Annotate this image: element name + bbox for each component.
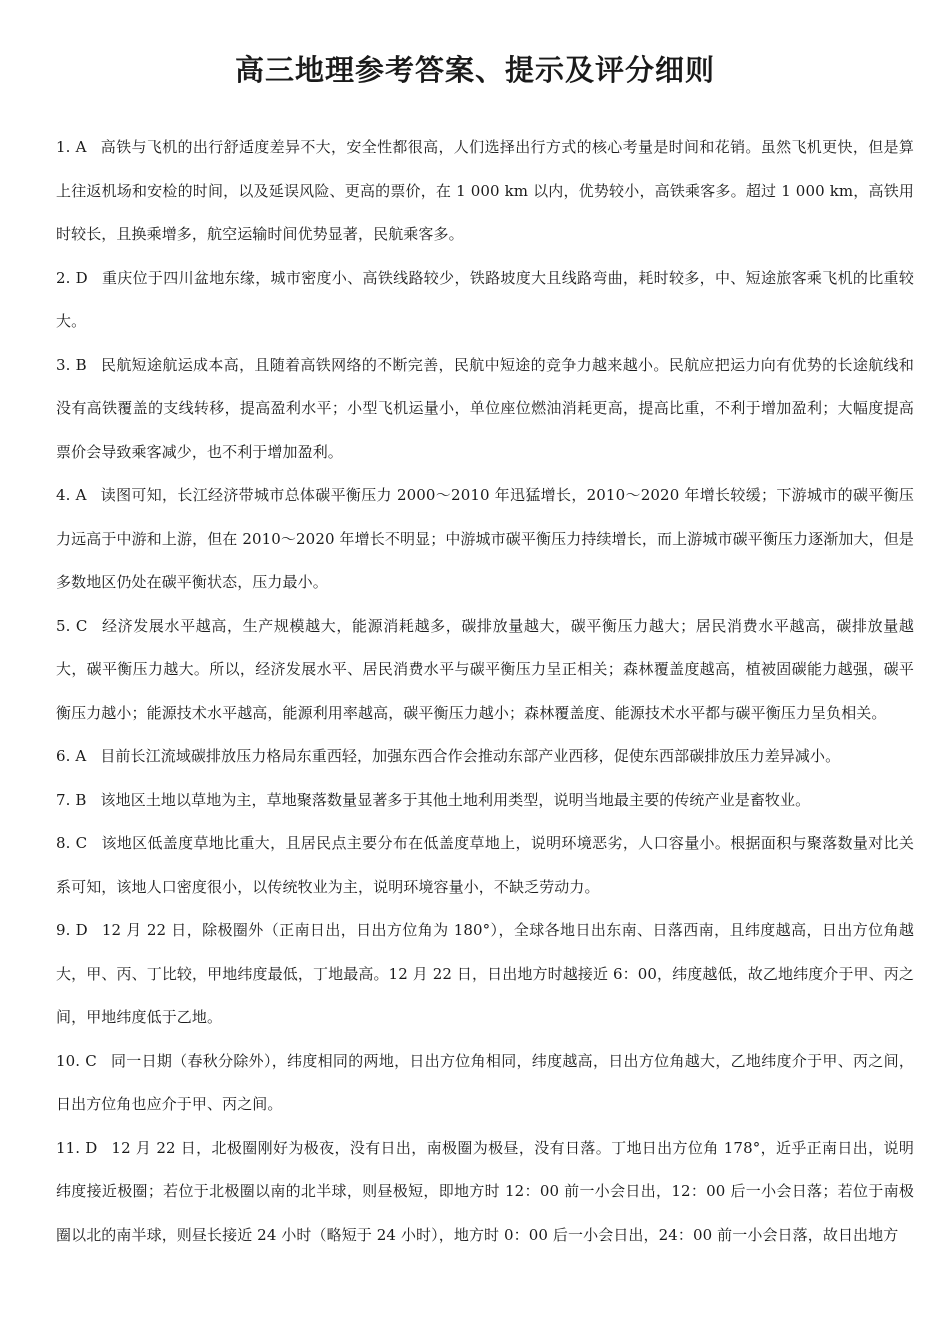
answer-item-9 xyxy=(36,909,914,1040)
page-title: 高三地理参考答案、提示及评分细则 xyxy=(234,53,715,87)
answer-explanation: 该地区低盖度草地比重大，且居民点主要分布在低盖度草地上，说明环境恶劣，人口容量小。根据面积与聚落数量对比关系可知，该地人口密度很小，以传统牧业为主，说明环境容量小，不缺乏劳动力。 xyxy=(56,834,914,896)
answer-explanation: 民航短途航运成本高，且随着高铁网络的不断完善，民航中短途的竞争力越来越小。民航应把运力向有优势的长途航线和没有高铁覆盖的支线转移，提高盈利水平；小型飞机运量小，单位座位燃油消耗更高，提高比重，不利于增加盈利；大幅度提高票价会导致乘客减少，也不利于增加盈利。 xyxy=(56,355,914,461)
answer-number: 3. B xyxy=(56,355,87,374)
answer-item-1 xyxy=(36,126,914,257)
answer-explanation: 读图可知，长江经济带城市总体碳平衡压力 2000～2010 年迅猛增长，2010～2020 年增长较缓；下游城市的碳平衡压力远高于中游和上游，但在 2010～2020 年增长不明显；中游城市碳平衡压力持续增长，而上游城市碳平衡压力逐渐加大，但是多数地区仍处在碳平衡状态，压力最小。 xyxy=(56,486,915,591)
answer-list xyxy=(36,126,914,1257)
answer-number: 6. A xyxy=(56,747,87,765)
answer-explanation: 该地区土地以草地为主，草地聚落数量显著多于其他土地利用类型，说明当地最主要的传统产业是畜牧业。 xyxy=(100,790,811,809)
answer-item-11 xyxy=(36,1127,914,1258)
answer-explanation: 目前长江流域碳排放压力格局东重西轻，加强东西合作会推动东部产业西移，促使东西部碳排放压力差异减小。 xyxy=(100,747,841,765)
answer-explanation: 高铁与飞机的出行舒适度差异不大，安全性都很高，人们选择出行方式的核心考量是时间和花销。虽然飞机更快，但是算上往返机场和安检的时间，以及延误风险、更高的票价，在 1 000 km 以内，优势较小，高铁乘客多。超过 1 000 km，高铁用时较长，且换乘增多，航空运输时间优势显著，民航乘客多。 xyxy=(56,138,914,243)
answer-number: 4. A xyxy=(56,486,87,504)
answer-number: 8. C xyxy=(56,834,88,852)
answer-explanation: 12 月 22 日，北极圈刚好为极夜，没有日出，南极圈为极昼，没有日落。丁地日出方位角 178°，近乎正南日出，说明纬度接近极圈；若位于北极圈以南的北半球，则昼极短，即地方时 12：00 前一小会日出，12：00 后一小会日落；若位于南极圈以北的南半球，则昼长接近 24 小时（略短于 24 小时），地方时 0：00 后一小会日出，24：00 前一小会日落，故日出地方 xyxy=(56,1138,914,1244)
answer-item-8 xyxy=(36,822,914,909)
answer-item-3 xyxy=(36,344,914,475)
answer-number: 9. D xyxy=(56,921,88,939)
answer-number: 10. C xyxy=(56,1051,97,1070)
answer-item-7 xyxy=(36,779,914,823)
answer-explanation: 经济发展水平越高，生产规模越大，能源消耗越多，碳排放量越大，碳平衡压力越大；居民消费水平越高，碳排放量越大，碳平衡压力越大。所以，经济发展水平、居民消费水平与碳平衡压力呈正相关；森林覆盖度越高，植被固碳能力越强，碳平衡压力越小；能源技术水平越高，能源利用率越高，碳平衡压力越小；森林覆盖度、能源技术水平都与碳平衡压力呈负相关。 xyxy=(56,616,914,722)
answer-number: 7. B xyxy=(56,790,87,809)
answer-explanation: 同一日期（春秋分除外），纬度相同的两地，日出方位角相同，纬度越高，日出方位角越大，乙地纬度介于甲、丙之间，日出方位角也应介于甲、丙之间。 xyxy=(56,1051,914,1113)
answer-number: 11. D xyxy=(56,1138,98,1157)
answer-explanation: 重庆位于四川盆地东缘，城市密度小、高铁线路较少，铁路坡度大且线路弯曲，耗时较多，中、短途旅客乘飞机的比重较大。 xyxy=(56,268,914,330)
answer-item-4 xyxy=(36,474,914,605)
answer-number: 5. C xyxy=(56,616,88,635)
answer-explanation: 12 月 22 日，除极圈外（正南日出，日出方位角为 180°），全球各地日出东南、日落西南，且纬度越高，日出方位角越大，甲、丙、丁比较，甲地纬度最低，丁地最高。12 月 22 日，日出地方时越接近 6：00，纬度越低，故乙地纬度介于甲、丙之间，甲地纬度低于乙地。 xyxy=(56,921,914,1026)
answer-item-6 xyxy=(36,735,914,779)
answer-item-10 xyxy=(36,1040,914,1127)
answer-number: 2. D xyxy=(56,268,88,287)
answer-item-5 xyxy=(36,605,914,736)
answer-number: 1. A xyxy=(56,138,87,156)
answer-item-2 xyxy=(36,257,914,344)
